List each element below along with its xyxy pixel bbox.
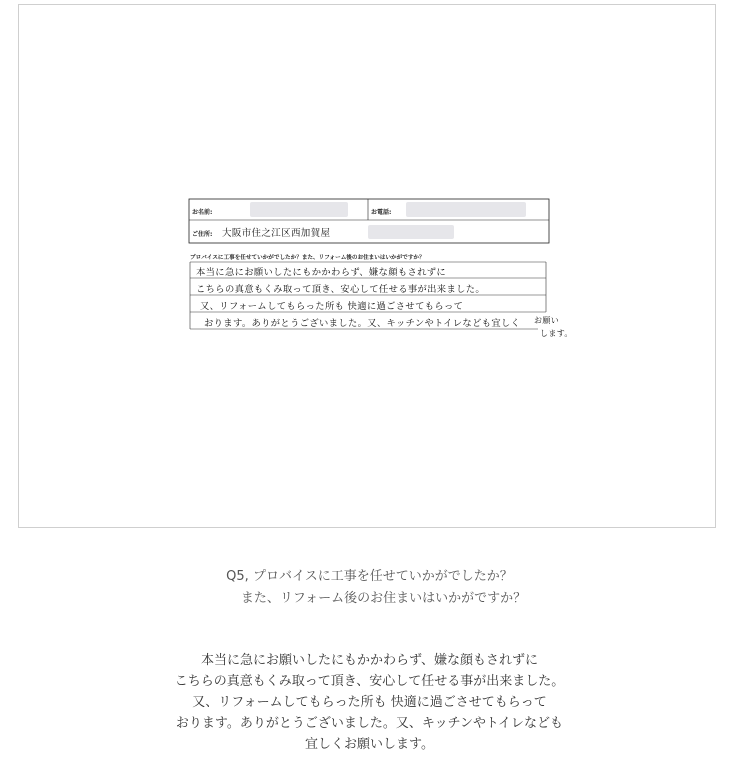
answer-line: おります。ありがとうございました。又、キッチンやトイレなども [175, 716, 564, 731]
name-label: お名前: [192, 209, 213, 216]
handwritten-line: こちらの真意もくみ取って頂き、安心して任せる事が出来ました。 [196, 284, 486, 295]
answer-text [0, 650, 739, 755]
survey-card [188, 198, 573, 344]
handwritten-line: 又、リフォームしてもらった所も 快適に過ごさせてもらって [200, 301, 464, 312]
phone-label: お電話: [371, 209, 392, 216]
handwritten-line: 本当に急にお願いしたにもかかわらず、嫌な顔もされずに [196, 267, 447, 278]
answer-line: 又、リフォームしてもらった所も 快適に過ごさせてもらって [192, 695, 547, 710]
address-handwritten: 大阪市住之江区西加賀屋 [222, 228, 331, 239]
question-caption [0, 566, 739, 610]
redacted-name [250, 202, 348, 217]
handwritten-tail: お願い [534, 316, 560, 325]
redacted-address [368, 225, 454, 239]
answer-line: 宜しくお願いします。 [305, 737, 434, 752]
address-label: ご住所: [192, 231, 213, 238]
answer-line: 本当に急にお願いしたにもかかわらず、嫌な顔もされずに [201, 653, 538, 668]
survey-question: プロバイスに工事を任せていかがでしたか？また、リフォーム後のお住まいはいかがですか？ [190, 255, 425, 261]
question-line: Q5, プロバイスに工事を任せていかがでしたか？ [226, 569, 513, 584]
scanned-survey-photo [18, 4, 716, 528]
redacted-phone [406, 202, 526, 217]
answer-line: こちらの真意もくみ取って頂き、安心して任せる事が出来ました。 [174, 674, 565, 689]
question-line: また、リフォーム後のお住まいはいかがですか？ [240, 591, 527, 606]
handwritten-line: おります。ありがとうございました。又、キッチンやトイレなども宜しく [204, 318, 521, 329]
handwritten-tail: します。 [540, 329, 573, 338]
